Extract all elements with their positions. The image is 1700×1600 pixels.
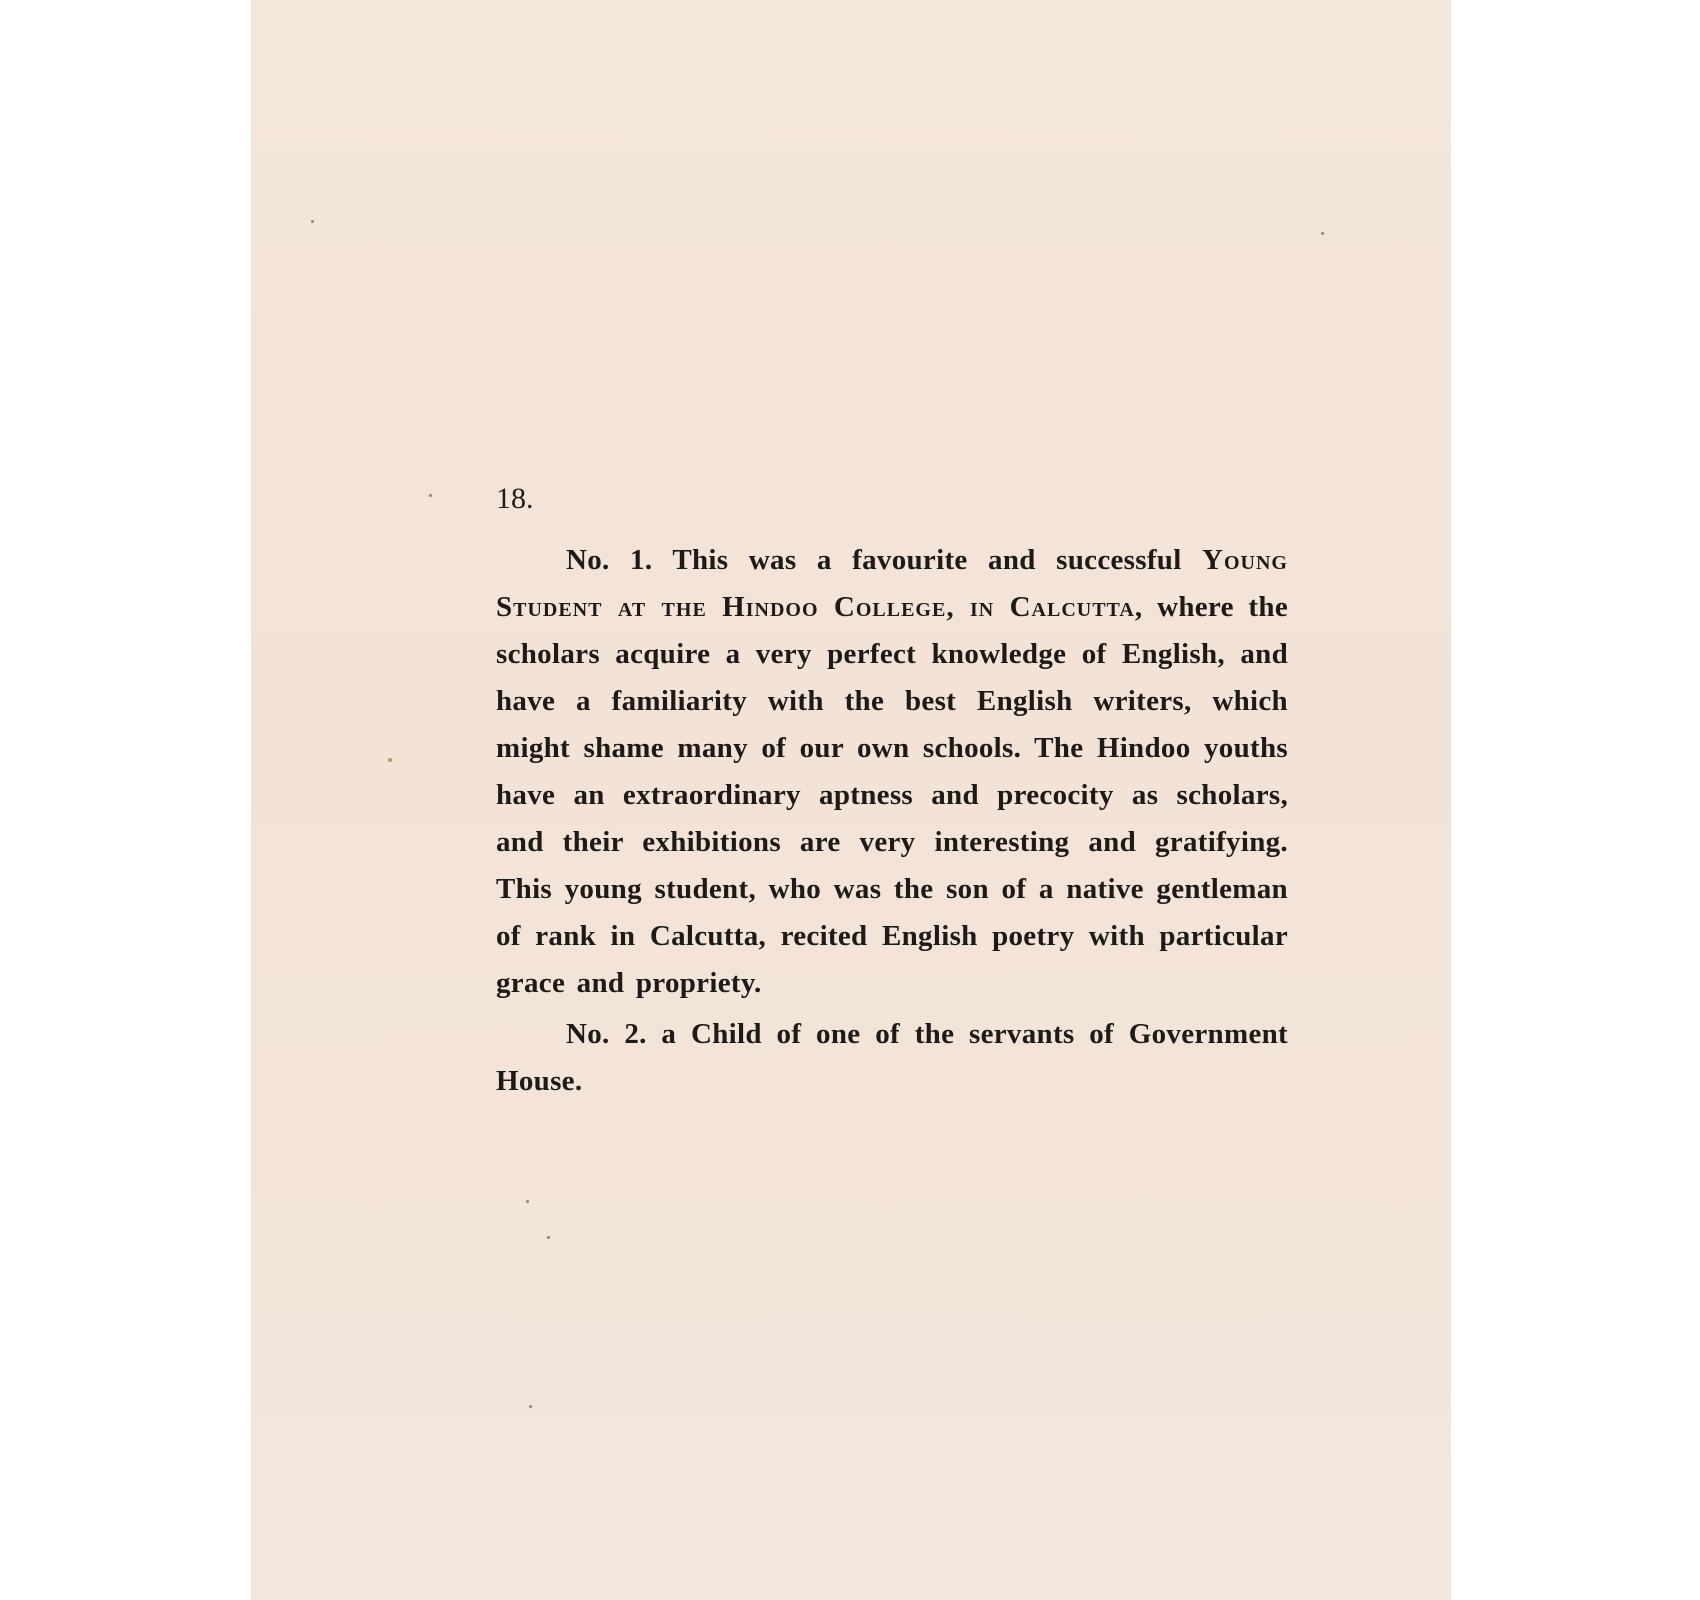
paper-speck bbox=[429, 494, 432, 497]
paragraph-1-subject: Young Student at the Hindoo College, in Calcutta bbox=[496, 544, 1288, 623]
page-number: 18. bbox=[496, 482, 534, 515]
paper-speck bbox=[529, 1405, 532, 1408]
paragraph-no-2: No. 2. a Child of one of the servants of Government House. bbox=[496, 1018, 1288, 1097]
paper-speck bbox=[311, 220, 314, 223]
paper-speck bbox=[526, 1200, 529, 1203]
paper-speck bbox=[547, 1236, 550, 1239]
book-page bbox=[251, 0, 1451, 1600]
paragraph-1-body: , where the scholars acquire a very perfect knowledge of English, and have a familiarity with the best English writers, which might shame many of our own schools. The Hindoo youths have an extraordinary aptness and precocity as scholars, and their exhibitions are very interesting and gratifying. This young student, who was the son of a native gentleman of rank in Calcutta, recited English poetry with particular grace and propriety. bbox=[496, 591, 1288, 999]
paragraph-1-lead: No. 1. This was a favourite and successful bbox=[566, 544, 1203, 576]
text-block bbox=[496, 475, 1288, 1105]
paragraph-no-1 bbox=[496, 537, 1288, 1007]
paper-speck bbox=[388, 758, 392, 762]
paper-speck bbox=[1321, 232, 1324, 235]
